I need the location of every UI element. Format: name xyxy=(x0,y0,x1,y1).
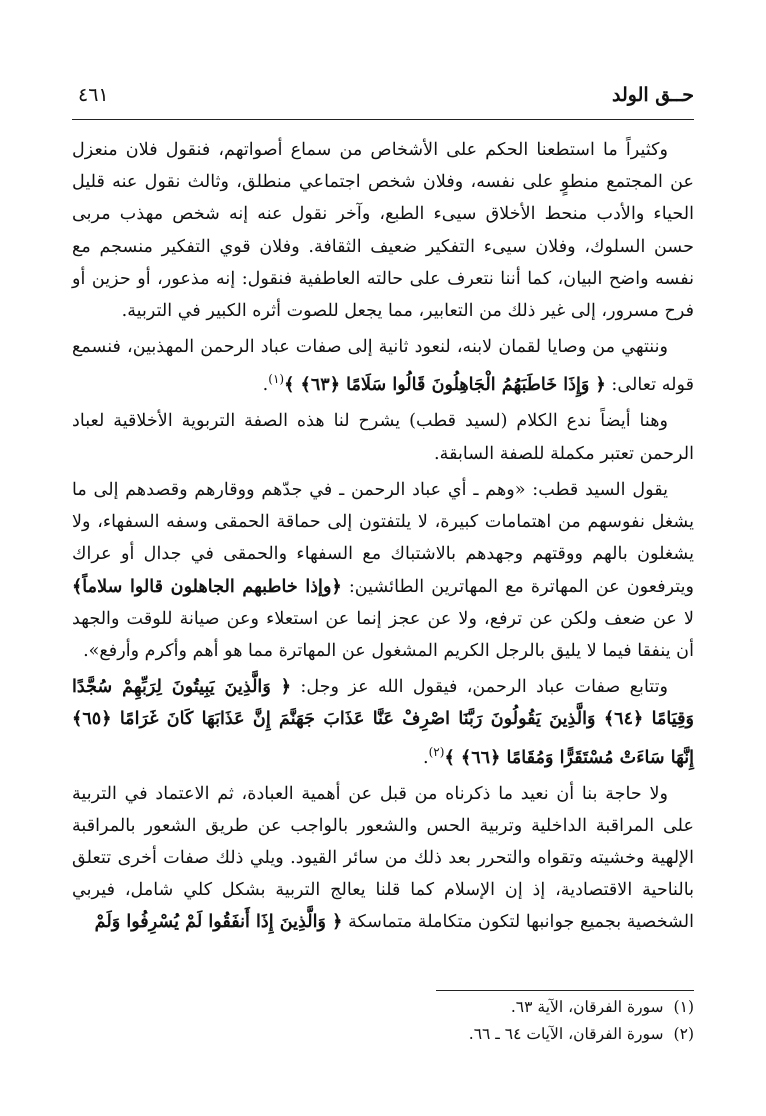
footnote-reference: (١) xyxy=(268,372,285,387)
footnote-rule xyxy=(436,990,694,991)
footnote-number: (٢) xyxy=(673,1025,694,1043)
quran-verse: ﴿ وَالَّذِينَ يَبِيتُونَ لِرَبِّهِمْ سُجَّدًا وَقِيَامًا ﴿٦٤﴾ وَالَّذِينَ يَقُولُونَ رَبَّنَا اصْرِفْ عَنَّا عَذَابَ جَهَنَّمَ إِنَّ عَذَابَهَا كَانَ غَرَامًا ﴿٦٥﴾ إِنَّهَا سَاءَتْ مُسْتَقَرًّا وَمُقَامًا ﴿٦٦﴾ ﴾ xyxy=(72,676,694,768)
quran-verse: ﴿ وَالَّذِينَ إِذَا أَنفَقُوا لَمْ يُسْرِفُوا وَلَمْ xyxy=(94,911,343,933)
quran-verse: ﴿وإذا خاطبهم الجاهلون قالوا سلاماً﴾ xyxy=(72,575,342,597)
footnotes xyxy=(72,994,694,1048)
paragraph-text: يقول السيد قطب: «وهم ـ أي عباد الرحمن ـ في جدّهم ووقارهم وقصدهم إلى ما يشغل نفوسهم من اهتمامات كبيرة، لا يلتفتون إلى حماقة الحمقى وسفه السفهاء، ولا يشغلون بالهم ووقتهم وجهدهم بالاشتباك مع السفهاء والحمقى في جدال أو عراك ويترفعون عن المهاترة مع المهاترين الطائشين: xyxy=(72,479,695,597)
footnote-text: سورة الفرقان، الآية ٦٣. xyxy=(510,998,664,1016)
running-title: حــق الولد xyxy=(612,84,694,106)
quran-verse: ﴿ وَإِذَا خَاطَبَهُمُ الْجَاهِلُونَ قَالُوا سَلَامًا ﴿٦٣﴾ ﴾ xyxy=(284,374,606,396)
paragraph-text: وكثيراً ما استطعنا الحكم على الأشخاص من سماع أصواتهم، فنقول فلان منعزل عن المجتمع منطوٍ على نفسه، وفلان شخص اجتماعي منطلق، وثالث نقول عنه قليل الحياء والأدب منحط الأخلاق سيىء الطبع، وآخر نقول عنه إنه شخص مهذب مربى حسن السلوك، وفلان سيىء التفكير ضعيف الثقافة. وفلان قوي التفكير منسجم مع نفسه واضح البيان، كما أننا نتعرف على حالته العاطفية فنقول: إنه مذعور، أو حزين أو فرح مسرور، إلى غير ذلك من التعابير، مما يجعل للصوت أثره الكبير في التربية. xyxy=(72,140,694,322)
paragraph-text: وتتابع صفات عباد الرحمن، فيقول الله عز وجل: xyxy=(300,677,669,698)
footnote-number: (١) xyxy=(673,998,694,1016)
paragraph xyxy=(72,134,694,327)
paragraph xyxy=(72,474,694,667)
footnote-text: سورة الفرقان، الآيات ٦٤ ـ ٦٦. xyxy=(468,1025,664,1043)
paragraph-text: وننتهي من وصايا لقمان لابنه، لنعود ثانية إلى صفات عباد الرحمن المهذبين، فنسمع قوله تعالى: xyxy=(72,337,694,396)
paragraph xyxy=(72,405,694,469)
paragraph xyxy=(72,671,694,773)
footnote xyxy=(72,1021,694,1048)
paragraph xyxy=(72,331,694,401)
page-header xyxy=(72,82,694,118)
page-number: ٤٦١ xyxy=(78,84,109,106)
paragraph-text: ولا حاجة بنا أن نعيد ما ذكرناه من قبل عن أهمية العبادة، ثم الاعتماد في التربية على المراقبة الداخلية وتربية الحس والشعور بالواجب عن طريق الشعور بالمراقبة الإلهية وخشيته وتقواه والتحرر بعد ذلك من سائر القيود. ويلي ذلك صفات أخرى تتعلق بالناحية الاقتصادية، إذ إن الإسلام كما قلنا يعالج التربية بشكل كلي شامل، فيربي الشخصية بجميع جوانبها لتكون متكاملة متماسكة xyxy=(72,783,694,933)
footnote xyxy=(72,994,694,1021)
paragraph-text: وهنا أيضاً ندع الكلام (لسيد قطب) يشرح لنا هذه الصفة التربوية الأخلاقية لعباد الرحمن تعتبر مكملة للصفة السابقة. xyxy=(72,411,694,464)
paragraph xyxy=(72,778,694,939)
body-text xyxy=(72,134,694,943)
paragraph-tail: لا عن ضعف ولكن عن ترفع، ولا عن عجز إنما عن استعلاء وعن صيانة للوقت والجهد أن ينفقا فيما لا يليق بالرجل الكريم المشغول عن المهاترة مما هو أهم وأكرم وأرفع». xyxy=(72,608,694,661)
footnote-reference: (٢) xyxy=(428,744,445,759)
header-rule xyxy=(72,119,694,120)
paragraph-tail: . xyxy=(262,375,269,396)
paragraph-tail: . xyxy=(423,747,429,768)
